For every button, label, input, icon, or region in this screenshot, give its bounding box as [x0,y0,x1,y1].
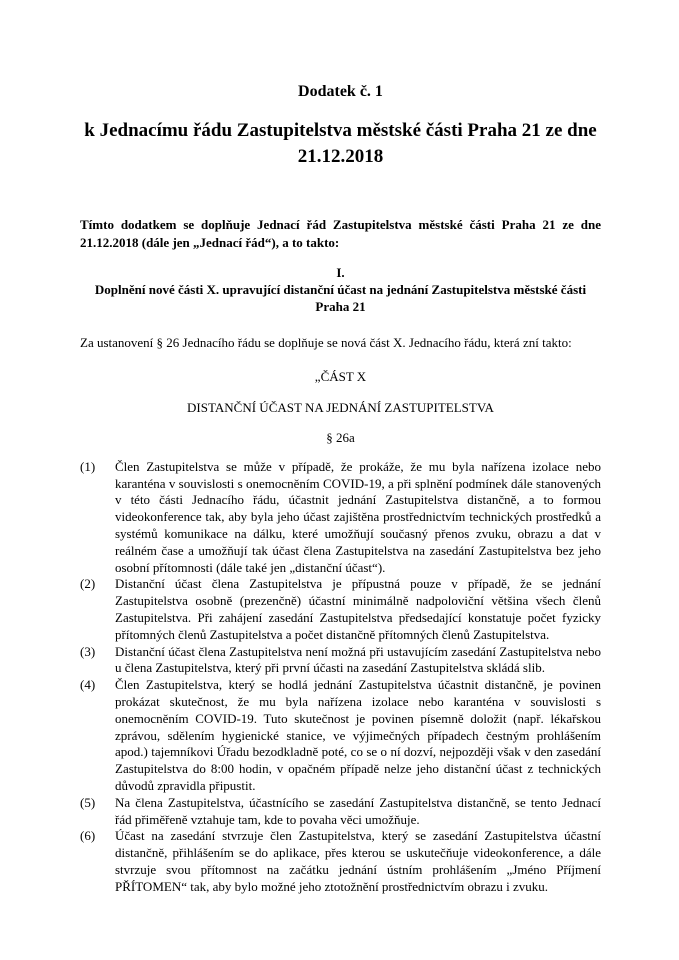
numbered-list [80,459,601,896]
section-label: § 26a [326,429,355,445]
list-item-text: Účast na zasedání stvrzuje člen Zastupitelstva, který se zasedání Zastupitelstva účastní distančně, přihlášením se do aplikace, přes kterou se uskutečňuje videokonference, a dále stvrzuje svou přítomnost na začátku jednání ústním prohlášením „Jméno Příjmení PŘÍTOMEN“ tak, aby bylo možné jeho ztotožnění prostřednictvím obrazu i zvuku. [115,828,601,894]
article-number: I. [336,264,345,280]
list-item [80,828,601,895]
list-item [80,644,601,678]
list-item-number: (4) [80,677,96,693]
document-title: Dodatek č. 1 [298,83,383,100]
document-subtitle: k Jednacímu řádu Zastupitelstva městské části Praha 21 ze dne 21.12.2018 [84,120,597,168]
list-item-text: Člen Zastupitelstva, který se hodlá jednání Zastupitelstva účastnit distančně, je povinen prokázat skutečnost, že mu byla nařízena izolace nebo karanténa v souvislosti s onemocněním COVID-19. Tuto skutečnost je povinen písemně doložit (např. lékařskou zprávou, sdělením hygienické stanice, ve výjimečných případech čestným prohlášením apod.) tajemníkovi Úřadu bezodkladně poté, co se o ní dozví, nejpozději však v den zasedání Zastupitelstva do 8:00 hodin, v opačném případě nelze jeho distanční účast z technických důvodů zpravidla připustit. [115,677,601,793]
list-item-text: Distanční účast člena Zastupitelstva není možná při ustavujícím zasedání Zastupitelstva nebo u člena Zastupitelstva, který při první účasti na zasedání Zastupitelstva skládá slib. [115,643,601,676]
list-item-number: (1) [80,458,96,474]
part-title: DISTANČNÍ ÚČAST NA JEDNÁNÍ ZASTUPITELSTVA [187,399,494,415]
intro-paragraph: Tímto dodatkem se doplňuje Jednací řád Zastupitelstva městské části Praha 21 ze dne 21.12.2018 (dále jen „Jednací řád“), a to takto: [80,217,601,250]
list-item [80,677,601,795]
list-item-number: (2) [80,576,96,592]
list-item-number: (5) [80,794,96,810]
list-item-number: (3) [80,643,96,659]
lead-paragraph: Za ustanovení § 26 Jednacího řádu se doplňuje se nová část X. Jednacího řádu, která zní takto: [80,335,572,351]
list-item [80,459,601,577]
list-item [80,795,601,829]
list-item-text: Člen Zastupitelstva se může v případě, že prokáže, že mu byla nařízena izolace nebo karanténa v souvislosti s onemocněním COVID-19, a při splnění podmínek dále stanovených v této části Jednacího řádu, účastnit jednání Zastupitelstva distančně, a to formou videokonference tak, aby byla jeho účast zajištěna prostřednictvím technických prostředků a systémů komunikace na dálku, které umožňují současný přenos zvuku, obrazu a dat v reálném čase a umožňují tak účast člena Zastupitelstva na zasedání Zastupitelstva bez jeho osobní přítomnosti (dále také jen „distanční účast“). [115,458,601,575]
list-item [80,576,601,643]
list-item-number: (6) [80,828,96,844]
list-item-text: Distanční účast člena Zastupitelstva je přípustná pouze v případě, že se jednání Zastupitelstva osobně (prezenčně) účastní minimálně nadpoloviční většina všech členů Zastupitelstva. Při zahájení zasedání Zastupitelstva předsedající konstatuje počet fyzicky přítomných členů Zastupitelstva a počet distančně přítomných členů Zastupitelstva. [115,576,601,642]
part-label: „ČÁST X [314,369,367,385]
article-heading: Doplnění nové části X. upravující distanční účast na jednání Zastupitelstva městské části Praha 21 [94,281,587,315]
list-item-text: Na člena Zastupitelstva, účastnícího se zasedání Zastupitelstva distančně, se tento Jednací řád přiměřeně vztahuje tam, kde to povaha věci umožňuje. [115,794,601,827]
